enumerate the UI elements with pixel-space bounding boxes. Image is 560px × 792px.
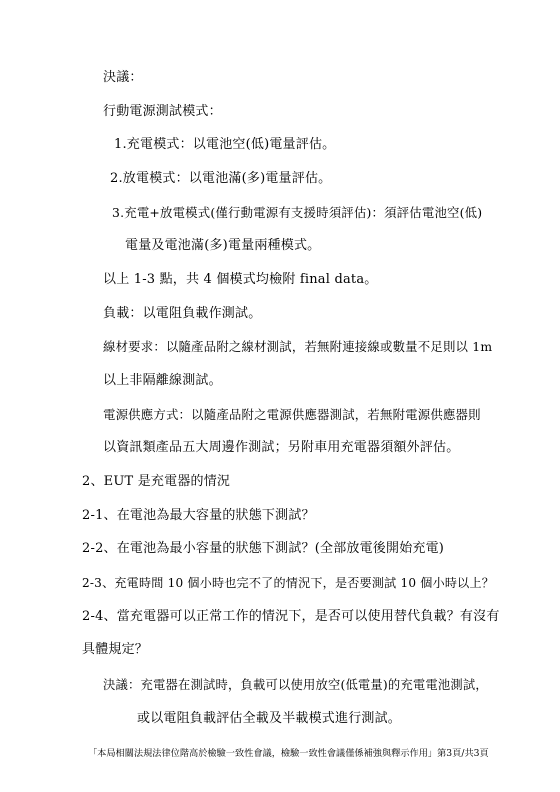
question-2-4-line-2: 具體規定？ bbox=[82, 642, 149, 657]
mode-2-discharge: 2.放電模式：以電池滿(多)電量評估。 bbox=[110, 171, 332, 186]
question-2-3: 2-3、充電時間 10 個小時也完不了的情況下，是否要測試 10 個小時以上？ bbox=[82, 576, 495, 590]
section-2-title: 2、EUT 是充電器的情況 bbox=[82, 474, 231, 489]
cable-requirement-line-1: 線材要求：以隨產品附之線材測試，若無附連接線或數量不足則以 1m bbox=[103, 339, 493, 354]
mode-1-charge: 1.充電模式：以電池空(低)電量評估。 bbox=[114, 137, 336, 152]
power-bank-test-mode-title: 行動電源測試模式： bbox=[103, 104, 222, 119]
load-requirement: 負載：以電阻負載作測試。 bbox=[103, 306, 262, 321]
question-2-1: 2-1、在電池為最大容量的狀態下測試？ bbox=[82, 508, 315, 523]
power-supply-method-line-1: 電源供應方式：以隨產品附之電源供應器測試，若無附電源供應器則 bbox=[103, 407, 481, 422]
points-summary: 以上 1-3 點，共 4 個模式均檢附 final data。 bbox=[103, 272, 378, 287]
mode-3-charge-discharge-line-2: 電量及電池滿(多)電量兩種模式。 bbox=[125, 238, 321, 253]
power-supply-method-line-2: 以資訊類產品五大周邊作測試；另附車用充電器須額外評估。 bbox=[103, 440, 460, 455]
resolution-label: 決議： bbox=[103, 70, 143, 85]
cable-requirement-line-2: 以上非隔離線測試。 bbox=[103, 373, 222, 388]
mode-3-charge-discharge-line-1: 3.充電+放電模式(僅行動電源有支援時須評估)：須評估電池空(低) bbox=[112, 205, 483, 220]
answer-line-2: 或以電阻負載評估全載及半載模式進行測試。 bbox=[137, 711, 402, 726]
question-2-4-line-1: 2-4、當充電器可以正常工作的情況下，是否可以使用替代負載？有沒有 bbox=[82, 609, 500, 624]
page-footer: 「本局相關法規法律位階高於檢驗一致性會議，檢驗一致性會議僅係補強與釋示作用」第3頁/共3頁 bbox=[88, 748, 489, 759]
question-2-2: 2-2、在電池為最小容量的狀態下測試？(全部放電後開始充電) bbox=[82, 541, 445, 556]
answer-line-1: 決議：充電器在測試時，負載可以使用放空(低電量)的充電電池測試， bbox=[103, 678, 488, 692]
